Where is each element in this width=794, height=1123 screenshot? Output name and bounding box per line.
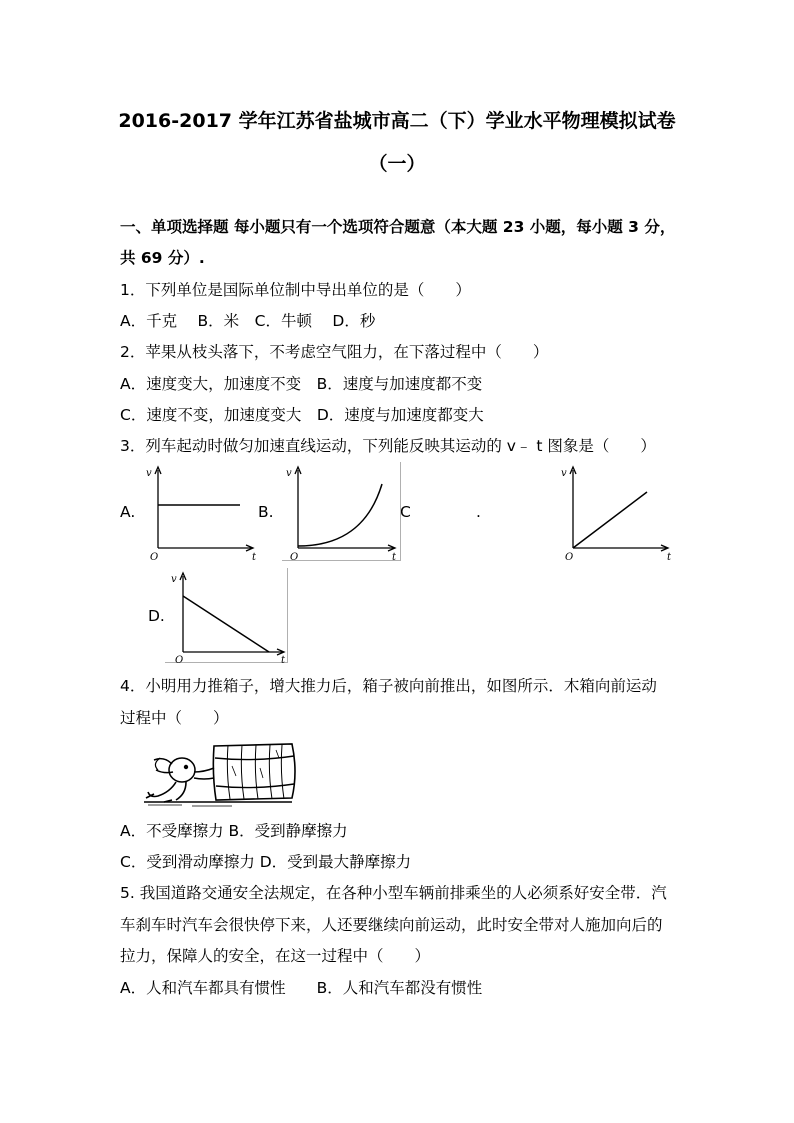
- graph-c-origin-label: O: [565, 552, 574, 562]
- q5-stem-line3: 拉力，保障人的安全，在这一过程中（ ）: [120, 947, 431, 965]
- section-heading-line2: 共 69 分）.: [120, 249, 205, 267]
- q3-option-a-label: A.: [120, 503, 136, 521]
- q1-stem: 1．下列单位是国际单位制中导出单位的是（ ）: [120, 281, 471, 299]
- q4-options-line2: C．受到滑动摩擦力 D．受到最大静摩擦力: [120, 853, 412, 871]
- graph-a: [140, 462, 260, 562]
- graph-b-t-label: t: [392, 552, 397, 562]
- graph-d-t-label: t: [281, 655, 286, 664]
- q5-options-line1: A．人和汽车都具有惯性 B．人和汽车都没有惯性: [120, 979, 483, 997]
- q3-option-c-dot: .: [476, 503, 481, 521]
- graph-b-v-label: v: [286, 468, 292, 479]
- graph-d: [165, 568, 289, 664]
- graph-a-t-label: t: [252, 552, 257, 562]
- q3-stem: 3．列车起动时做匀加速直线运动，下列能反映其运动的 v﹣ t 图象是（ ）: [120, 437, 656, 455]
- q3-option-b-label: B.: [258, 503, 274, 521]
- graph-c-t-label: t: [667, 552, 672, 562]
- graph-d-line: [183, 596, 269, 652]
- exam-title-line2: （一）: [368, 153, 426, 175]
- section-heading-line1: 一、单项选择题 每小题只有一个选项符合题意（本大题 23 小题，每小题 3 分，: [120, 218, 676, 236]
- graph-b-origin-label: O: [290, 552, 299, 562]
- q2-options-line2: C．速度不变，加速度变大 D．速度与加速度都变大: [120, 406, 484, 424]
- graph-c: [555, 462, 675, 562]
- q2-stem: 2．苹果从枝头落下，不考虑空气阻力，在下落过程中（ ）: [120, 343, 549, 361]
- q5-stem-line1: 5. 我国道路交通安全法规定，在各种小型车辆前排乘坐的人必须系好安全带．汽: [120, 884, 667, 902]
- graph-a-origin-label: O: [150, 552, 159, 562]
- q4-options-line1: A．不受摩擦力 B．受到静摩擦力: [120, 822, 348, 840]
- q3-option-c-label: C: [400, 503, 411, 521]
- graph-b-curve: [298, 484, 382, 546]
- graph-c-v-label: v: [561, 468, 567, 479]
- graph-c-line: [573, 492, 647, 548]
- graph-a-v-label: v: [146, 468, 152, 479]
- q1-options: A．千克 B．米 C．牛顿 D．秒: [120, 312, 376, 330]
- q4-stem-line2: 过程中（ ）: [120, 709, 229, 727]
- exam-title-line1: 2016-2017 学年江苏省盐城市高二（下）学业水平物理模拟试卷: [118, 110, 676, 132]
- graph-d-origin-label: O: [175, 655, 184, 664]
- q5-stem-line2: 车刹车时汽车会很快停下来，人还要继续向前运动，此时安全带对人施加向后的: [120, 916, 663, 934]
- graph-b: [282, 462, 402, 562]
- q3-option-d-label: D.: [148, 607, 165, 625]
- q2-options-line1: A．速度变大，加速度不变 B．速度与加速度都不变: [120, 375, 483, 393]
- graph-d-v-label: v: [171, 574, 177, 585]
- q4-stem-line1: 4．小明用力推箱子，增大推力后，箱子被向前推出，如图所示．木箱向前运动: [120, 677, 657, 695]
- push-box-illustration: [142, 736, 302, 808]
